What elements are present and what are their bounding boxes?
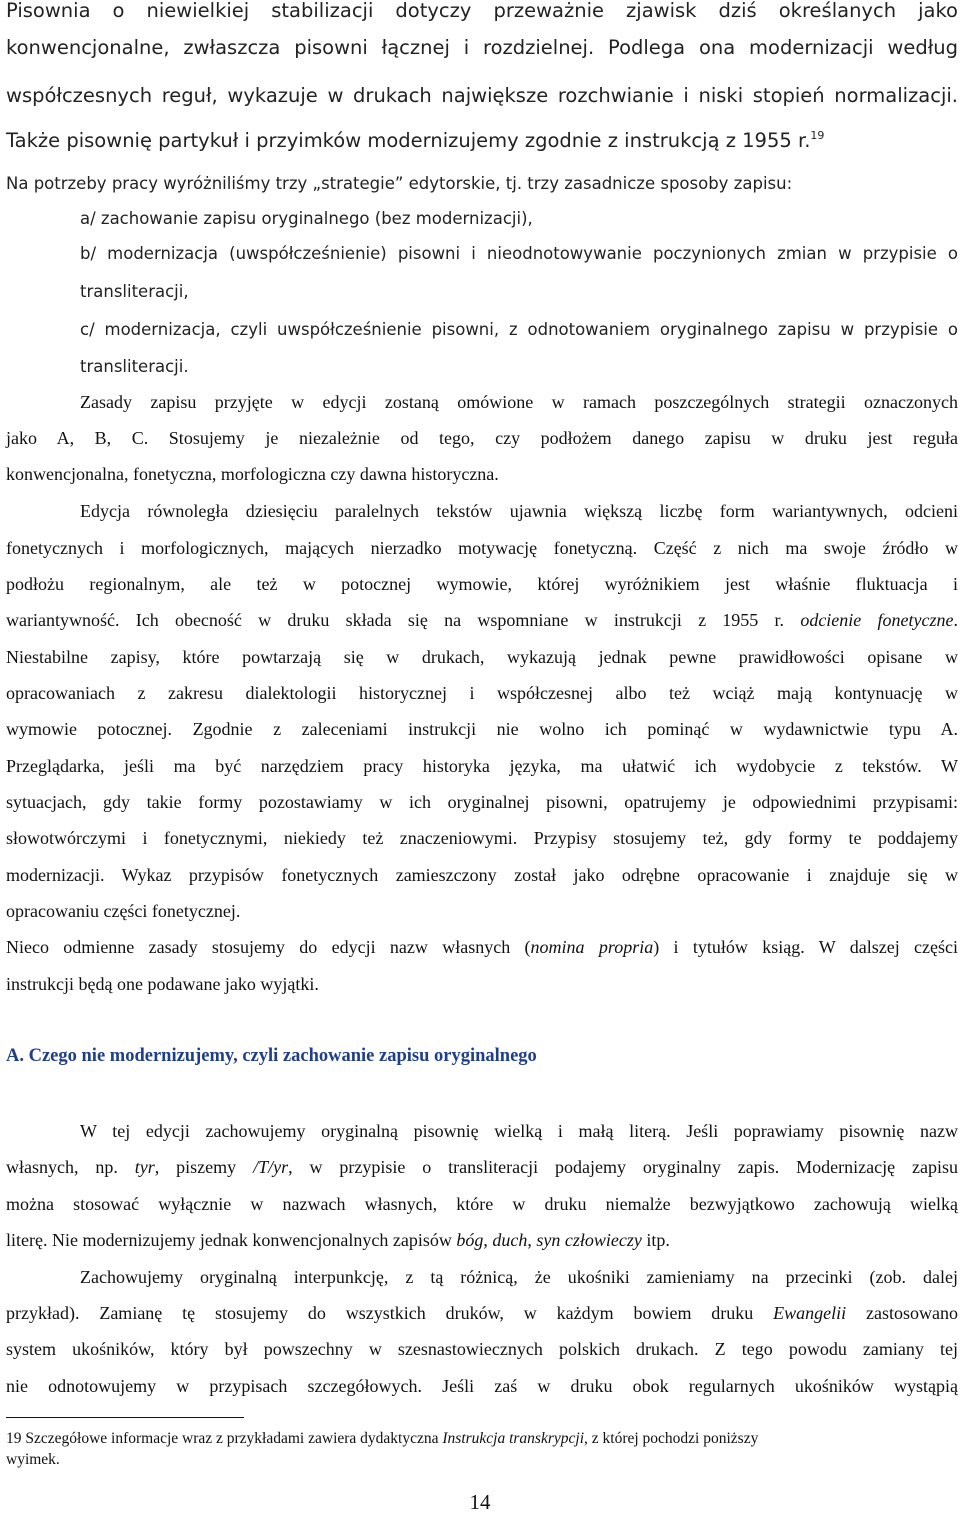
strategy-b-line-1: b/ modernizacja (uwspółcześnienie) pisowni i nieodnotowywanie poczynionych zmian w przypisie o <box>80 244 958 263</box>
nieco-line-1 <box>6 935 958 959</box>
section-p1-line-4-italic-1: bóg <box>456 1230 484 1250</box>
section-p2-line-2 <box>6 1301 958 1325</box>
footnote-separator <box>6 1417 244 1418</box>
edycja-line-5: Niestabilne zapisy, które powtarzają się w drukach, wykazują jednak pewne prawidłowości opisane w <box>6 647 958 667</box>
edycja-line-1: Edycja równoległa dziesięciu paralelnych tekstów ujawnia większą liczbę form wariantywnych, odcieni <box>80 501 958 521</box>
section-p1-line-2-b: , piszemy <box>154 1157 254 1177</box>
section-p1-line-4-d: itp. <box>641 1230 670 1250</box>
edycja-line-9: sytuacjach, gdy takie formy pozostawiamy w ich oryginalnej pisowni, opatrujemy je odpowiednimi przypisami: <box>6 792 958 812</box>
intro-line-1: Pisownia o niewielkiej stabilizacji dotyczy przeważnie zjawisk dziś określanych jako <box>6 0 958 22</box>
section-p1-line-4-italic-3: syn człowieczy <box>536 1230 642 1250</box>
edycja-line-6: opracowaniach z zakresu dialektologii historycznej i współczesnej albo też wciąż mają kontynuację w <box>6 683 958 703</box>
edycja-line-10: słowotwórczymi i fonetycznymi, niekiedy też znaczeniowymi. Przypisy stosujemy też, gdy formy te poddajemy <box>6 828 958 848</box>
nieco-line-1-b: ) i tytułów ksiąg. W dalszej części <box>653 937 959 957</box>
footnote-italic: Instrukcja transkrypcji <box>442 1430 585 1447</box>
strategy-c-line-2: transliteracji. <box>80 357 189 376</box>
page-number: 14 <box>469 1490 491 1514</box>
section-p2-line-1: Zachowujemy oryginalną interpunkcję, z tą różnicą, że ukośniki zamieniamy na przecinki (zob. dalej <box>80 1267 958 1287</box>
edycja-line-4-a: wariantywność. Ich obecność w druku składa się na wspomniane w instrukcji z 1955 r. <box>6 610 801 630</box>
footnote-19 <box>6 1429 758 1449</box>
section-p1-line-4-italic-2: duch <box>492 1230 528 1250</box>
section-p2-line-2-b: zastosowano <box>846 1303 958 1323</box>
section-p1-line-2-italic-1: tyr <box>134 1157 155 1177</box>
intro-line-3: współczesnych reguł, wykazuje w drukach największe rozchwianie i niski stopień normalizacji. <box>6 84 958 107</box>
edycja-line-12: opracowaniu części fonetycznej. <box>6 901 241 921</box>
section-p1-line-4-b: , <box>483 1230 493 1250</box>
footnote-ref-19[interactable]: 19 <box>810 129 825 142</box>
nieco-line-1-italic: nomina propria <box>530 937 654 957</box>
zasady-line-1: Zasady zapisu przyjęte w edycji zostaną omówione w ramach poszczególnych strategii oznaczonych <box>80 392 958 412</box>
section-p2-line-2-italic: Ewangelii <box>773 1303 847 1323</box>
edycja-line-3: podłożu regionalnym, ale też w potocznej wymowie, której wyróżnikiem jest właśnie fluktuacja i <box>6 574 958 594</box>
edycja-line-2: fonetycznych i morfologicznych, mających nierzadko motywację fonetyczną. Część z nich ma swoje źródło w <box>6 538 958 558</box>
strategy-c-line-1: c/ modernizacja, czyli uwspółcześnienie pisowni, z odnotowaniem oryginalnego zapisu w przypisie o <box>80 320 958 339</box>
strategies-intro: Na potrzeby pracy wyróżniliśmy trzy „strategie” edytorskie, tj. trzy zasadnicze sposoby zapisu: <box>6 174 793 193</box>
intro-line-4 <box>6 129 824 153</box>
zasady-line-2: jako A, B, C. Stosujemy je niezależnie od tego, czy podłożem danego zapisu w druku jest reguła <box>6 428 958 448</box>
nieco-line-2: instrukcji będą one podawane jako wyjątki. <box>6 974 319 994</box>
section-p1-line-2-italic-2: /T/yr <box>253 1157 289 1177</box>
edycja-line-11: modernizacji. Wykaz przypisów fonetycznych zamieszczony został jako odrębne opracowanie i znajduje się w <box>6 865 958 885</box>
section-p2-line-2-a: przykład). Zamianę tę stosujemy do wszystkich druków, w każdym bowiem druku <box>6 1303 774 1323</box>
strategy-b-line-2: transliteracji, <box>80 282 189 301</box>
section-p1-line-4 <box>6 1228 670 1252</box>
footnote-text-a: Szczegółowe informacje wraz z przykładami zawiera dydaktyczna <box>21 1430 443 1447</box>
edycja-line-8: Przeglądarka, jeśli ma być narzędziem pracy historyka języka, ma ułatwić ich wydobycie z tekstów. W <box>6 756 958 776</box>
section-p2-line-4: nie odnotowujemy w przypisach szczegółowych. Jeśli zaś w druku obok regularnych ukośników wystąpią <box>6 1376 958 1396</box>
footnote-text-b: , z której pochodzi poniższy <box>584 1430 759 1447</box>
section-p2-line-3: system ukośników, który był powszechny w szesnastowiecznych polskich drukach. Z tego powodu zamiany tej <box>6 1339 958 1359</box>
edycja-line-4-b: . <box>953 610 958 630</box>
footnote-number: 19 <box>6 1430 22 1447</box>
edycja-line-4 <box>6 608 958 632</box>
edycja-line-4-italic: odcienie fonetyczne <box>800 610 954 630</box>
section-p1-line-1: W tej edycji zachowujemy oryginalną pisownię wielką i małą literą. Jeśli poprawiamy pisownię nazw <box>80 1121 958 1141</box>
strategy-a: a/ zachowanie zapisu oryginalnego (bez modernizacji), <box>80 209 533 228</box>
zasady-line-3: konwencjonalna, fonetyczna, morfologiczna czy dawna historyczna. <box>6 464 499 484</box>
section-p1-line-2-c: , w przypisie o transliteracji podajemy oryginalny zapis. Modernizację zapisu <box>288 1157 958 1177</box>
section-p1-line-2-a: własnych, np. <box>6 1157 135 1177</box>
edycja-line-7: wymowie potocznej. Zgodnie z zaleceniami instrukcji nie wolno ich pominąć w wydawnictwie typu A. <box>6 719 958 739</box>
intro-line-2: konwencjonalne, zwłaszcza pisowni łącznej i rozdzielnej. Podlega ona modernizacji według <box>6 36 958 59</box>
nieco-line-1-a: Nieco odmienne zasady stosujemy do edycji nazw własnych ( <box>6 937 531 957</box>
section-p1-line-4-a: literę. Nie modernizujemy jednak konwencjonalnych zapisów <box>6 1230 457 1250</box>
section-heading: A. Czego nie modernizujemy, czyli zachowanie zapisu oryginalnego <box>6 1046 537 1066</box>
section-p1-line-3: można stosować wyłącznie w nazwach własnych, które w druku niemalże bezwyjątkowo zachowują wielką <box>6 1194 958 1214</box>
section-p1-line-2 <box>6 1155 958 1179</box>
intro-line-4-text: Także pisownię partykuł i przyimków modernizujemy zgodnie z instrukcją z 1955 r. <box>6 129 811 152</box>
section-p1-line-4-c: , <box>527 1230 537 1250</box>
footnote-19-line-2: wyimek. <box>6 1451 60 1468</box>
